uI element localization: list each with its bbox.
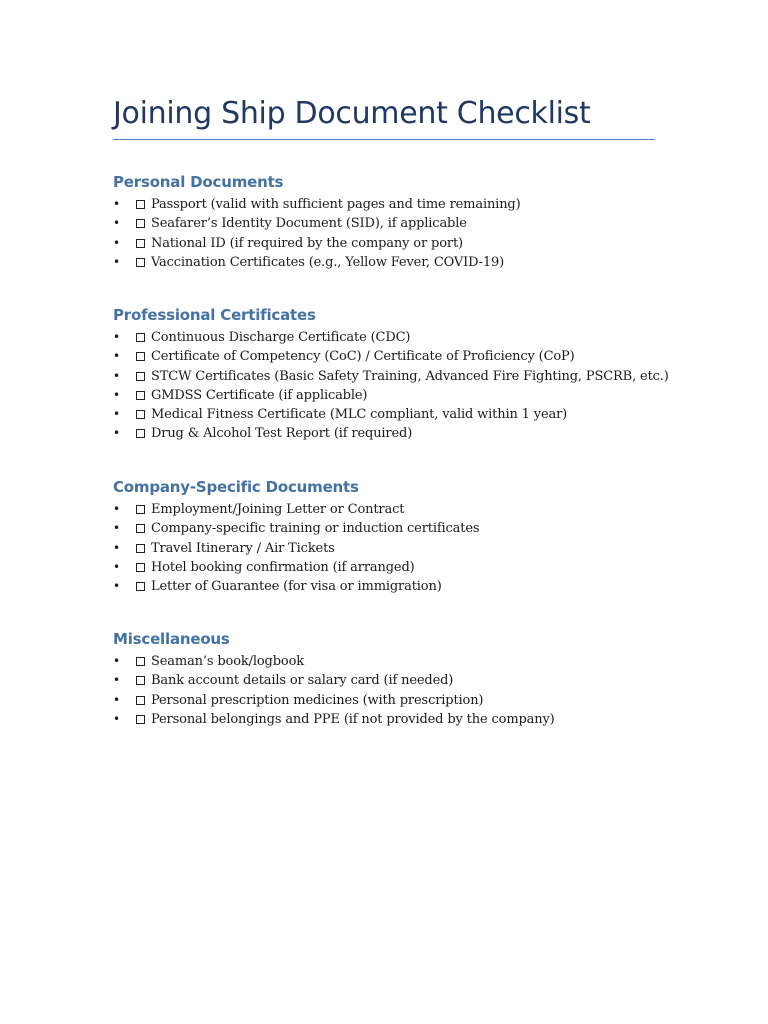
bullet-icon: • [113, 673, 121, 688]
checklist-item [113, 234, 673, 253]
checklist-item-label: Hotel booking confirmation (if arranged) [151, 559, 415, 575]
checklist [113, 500, 673, 596]
checkbox-icon[interactable] [136, 657, 145, 666]
checklist-item [113, 710, 673, 729]
section-heading: Miscellaneous [113, 630, 230, 648]
checklist [113, 328, 673, 444]
checkbox-icon[interactable] [136, 696, 145, 705]
section-company-specific-documents [113, 477, 673, 596]
section-heading: Company-Specific Documents [113, 478, 359, 496]
checklist-item-label: Employment/Joining Letter or Contract [151, 502, 405, 517]
checklist-item-label: Vaccination Certificates (e.g., Yellow Fever, COVID-19) [151, 254, 505, 270]
checkbox-icon[interactable] [136, 391, 145, 400]
bullet-icon: • [113, 502, 121, 516]
checkbox-icon[interactable] [136, 410, 145, 419]
page-title: Joining Ship Document Checklist [113, 96, 591, 131]
checkbox-icon[interactable] [136, 524, 145, 533]
checklist-item-label: Seaman’s book/logbook [151, 654, 304, 669]
checklist-item-label: GMDSS Certificate (if applicable) [151, 387, 368, 403]
checklist-item [113, 195, 673, 214]
checklist-item-label: Travel Itinerary / Air Tickets [151, 540, 335, 556]
bullet-icon: • [113, 349, 121, 364]
bullet-icon: • [113, 711, 121, 726]
bullet-icon: • [113, 521, 121, 536]
bullet-icon: • [113, 407, 121, 422]
checkbox-icon[interactable] [136, 239, 145, 248]
checklist-item-label: Seafarer’s Identity Document (SID), if applicable [151, 216, 467, 232]
checklist-item-label: Personal belongings and PPE (if not provided by the company) [151, 711, 555, 727]
checklist-item [113, 577, 673, 596]
checkbox-icon[interactable] [136, 258, 145, 267]
section-professional-certificates [113, 305, 673, 444]
checklist-item-label: Continuous Discharge Certificate (CDC) [151, 330, 411, 345]
section-heading: Professional Certificates [113, 306, 316, 324]
checklist-item [113, 253, 673, 272]
checklist-item [113, 328, 673, 347]
checklist-item-label: STCW Certificates (Basic Safety Training, Advanced Fire Fighting, PSCRB, etc.) [151, 368, 669, 384]
bullet-icon: • [113, 368, 121, 383]
bullet-icon: • [113, 387, 121, 402]
checkbox-icon[interactable] [136, 429, 145, 438]
checkbox-icon[interactable] [136, 200, 145, 209]
checklist-item-label: Personal prescription medicines (with prescription) [151, 692, 484, 708]
checklist-item [113, 500, 673, 519]
checkbox-icon[interactable] [136, 372, 145, 381]
checklist-item-label: Letter of Guarantee (for visa or immigration) [151, 579, 442, 595]
checkbox-icon[interactable] [136, 352, 145, 361]
bullet-icon: • [113, 426, 121, 441]
checklist-item-label: Certificate of Competency (CoC) / Certificate of Proficiency (CoP) [151, 349, 575, 365]
title-divider [113, 139, 655, 140]
checkbox-icon[interactable] [136, 544, 145, 553]
checklist-item-label: National ID (if required by the company or port) [151, 235, 463, 251]
checkbox-icon[interactable] [136, 219, 145, 228]
bullet-icon: • [113, 654, 121, 668]
checklist-item [113, 214, 673, 233]
checklist-item [113, 652, 673, 671]
checklist-item-label: Passport (valid with sufficient pages and time remaining) [151, 197, 521, 212]
checkbox-icon[interactable] [136, 715, 145, 724]
checkbox-icon[interactable] [136, 582, 145, 591]
checklist-item-label: Medical Fitness Certificate (MLC compliant, valid within 1 year) [151, 407, 568, 423]
checklist-item [113, 386, 673, 405]
bullet-icon: • [113, 559, 121, 574]
bullet-icon: • [113, 692, 121, 707]
checklist-item [113, 519, 673, 538]
bullet-icon: • [113, 197, 121, 211]
section-heading: Personal Documents [113, 173, 284, 191]
checklist-item [113, 671, 673, 690]
bullet-icon: • [113, 540, 121, 555]
checkbox-icon[interactable] [136, 676, 145, 685]
bullet-icon: • [113, 330, 121, 344]
checklist-item [113, 558, 673, 577]
bullet-icon: • [113, 254, 121, 269]
bullet-icon: • [113, 235, 121, 250]
checkbox-icon[interactable] [136, 333, 145, 342]
checklist [113, 652, 673, 729]
bullet-icon: • [113, 579, 121, 594]
checkbox-icon[interactable] [136, 505, 145, 514]
section-personal-documents [113, 172, 673, 272]
checklist-item [113, 691, 673, 710]
checklist-item [113, 424, 673, 443]
checklist-item-label: Bank account details or salary card (if needed) [151, 673, 454, 689]
checklist-item [113, 367, 673, 386]
checklist-item [113, 347, 673, 366]
checklist-item [113, 539, 673, 558]
checklist-item-label: Company-specific training or induction certificates [151, 521, 480, 537]
checklist-item [113, 405, 673, 424]
section-miscellaneous [113, 629, 673, 729]
checkbox-icon[interactable] [136, 563, 145, 572]
bullet-icon: • [113, 216, 121, 231]
checklist [113, 195, 673, 272]
checklist-item-label: Drug & Alcohol Test Report (if required) [151, 426, 413, 442]
